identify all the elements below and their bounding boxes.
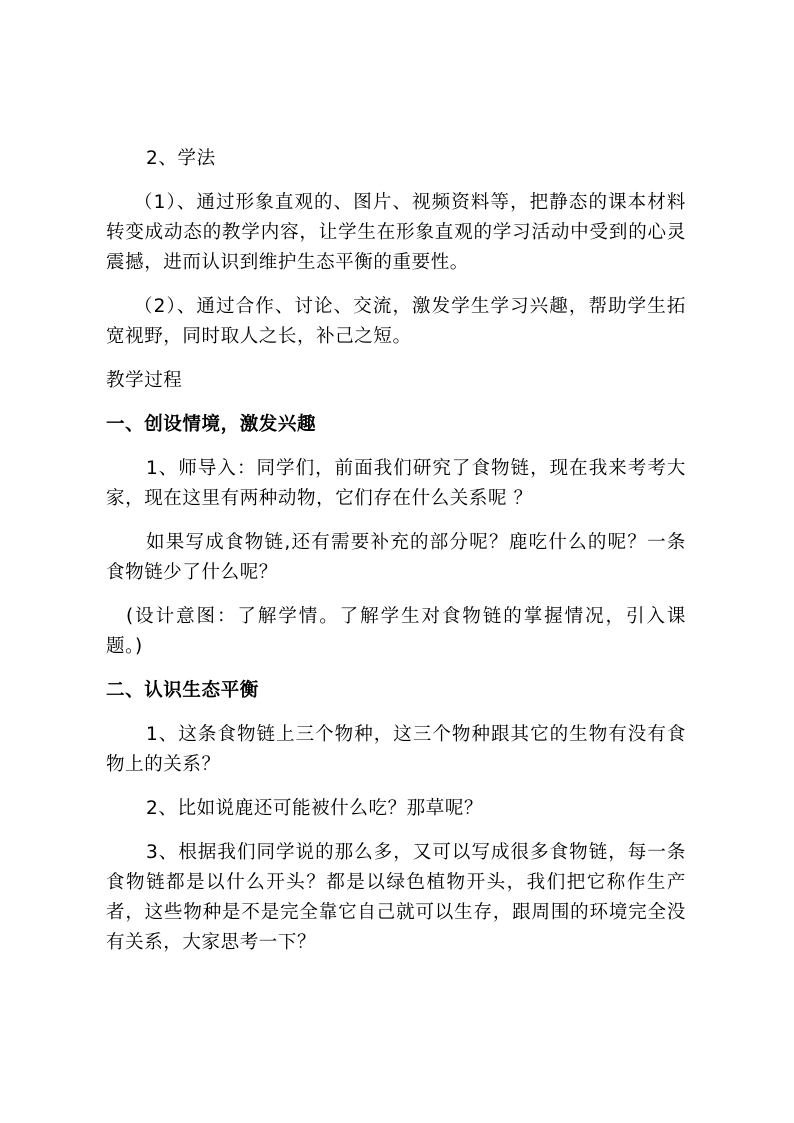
paragraph-part2-3: 3、根据我们同学说的那么多，又可以写成很多食物链，每一条食物链都是以什么开头？都是以绿色植物开头，我们把它称作生产者，这些物种是不是完全靠它自己就可以生存，跟周围的环境完全没有关系，大家思考一下？ (106, 842, 686, 953)
section-heading-xuefa: 2、学法 (146, 148, 216, 169)
paragraph-xuefa-1: （1）、通过形象直观的、图片、视频资料等，把静态的课本材料转变成动态的教学内容，让学生在形象直观的学习活动中受到的心灵震撼，进而认识到维护生态平衡的重要性。 (106, 192, 686, 273)
section-heading-part2: 二、认识生态平衡 (106, 680, 259, 701)
paragraph-part2-1: 1、这条食物链上三个物种，这三个物种跟其它的生物有没有食物上的关系？ (106, 724, 686, 775)
section-heading-process: 教学过程 (106, 370, 183, 391)
paragraph-part2-2: 2、比如说鹿还可能被什么吃？那草呢？ (146, 798, 484, 819)
paragraph-part1-1: 1、师导入：同学们，前面我们研究了食物链，现在我来考考大家，现在这里有两种动物，它们存在什么关系呢 ？ (106, 458, 686, 509)
section-heading-part1: 一、创设情境，激发兴趣 (106, 414, 317, 435)
paragraph-part1-3: (设计意图：了解学情。了解学生对食物链的掌握情况，引入课题。) (106, 606, 686, 657)
paragraph-xuefa-2: （2）、通过合作、讨论、交流，激发学生学习兴趣，帮助学生拓宽视野，同时取人之长，补己之短。 (106, 296, 686, 347)
document-body (106, 144, 686, 958)
paragraph-part1-2: 如果写成食物链,还有需要补充的部分呢？鹿吃什么的呢？一条食物链少了什么呢？ (106, 532, 686, 583)
